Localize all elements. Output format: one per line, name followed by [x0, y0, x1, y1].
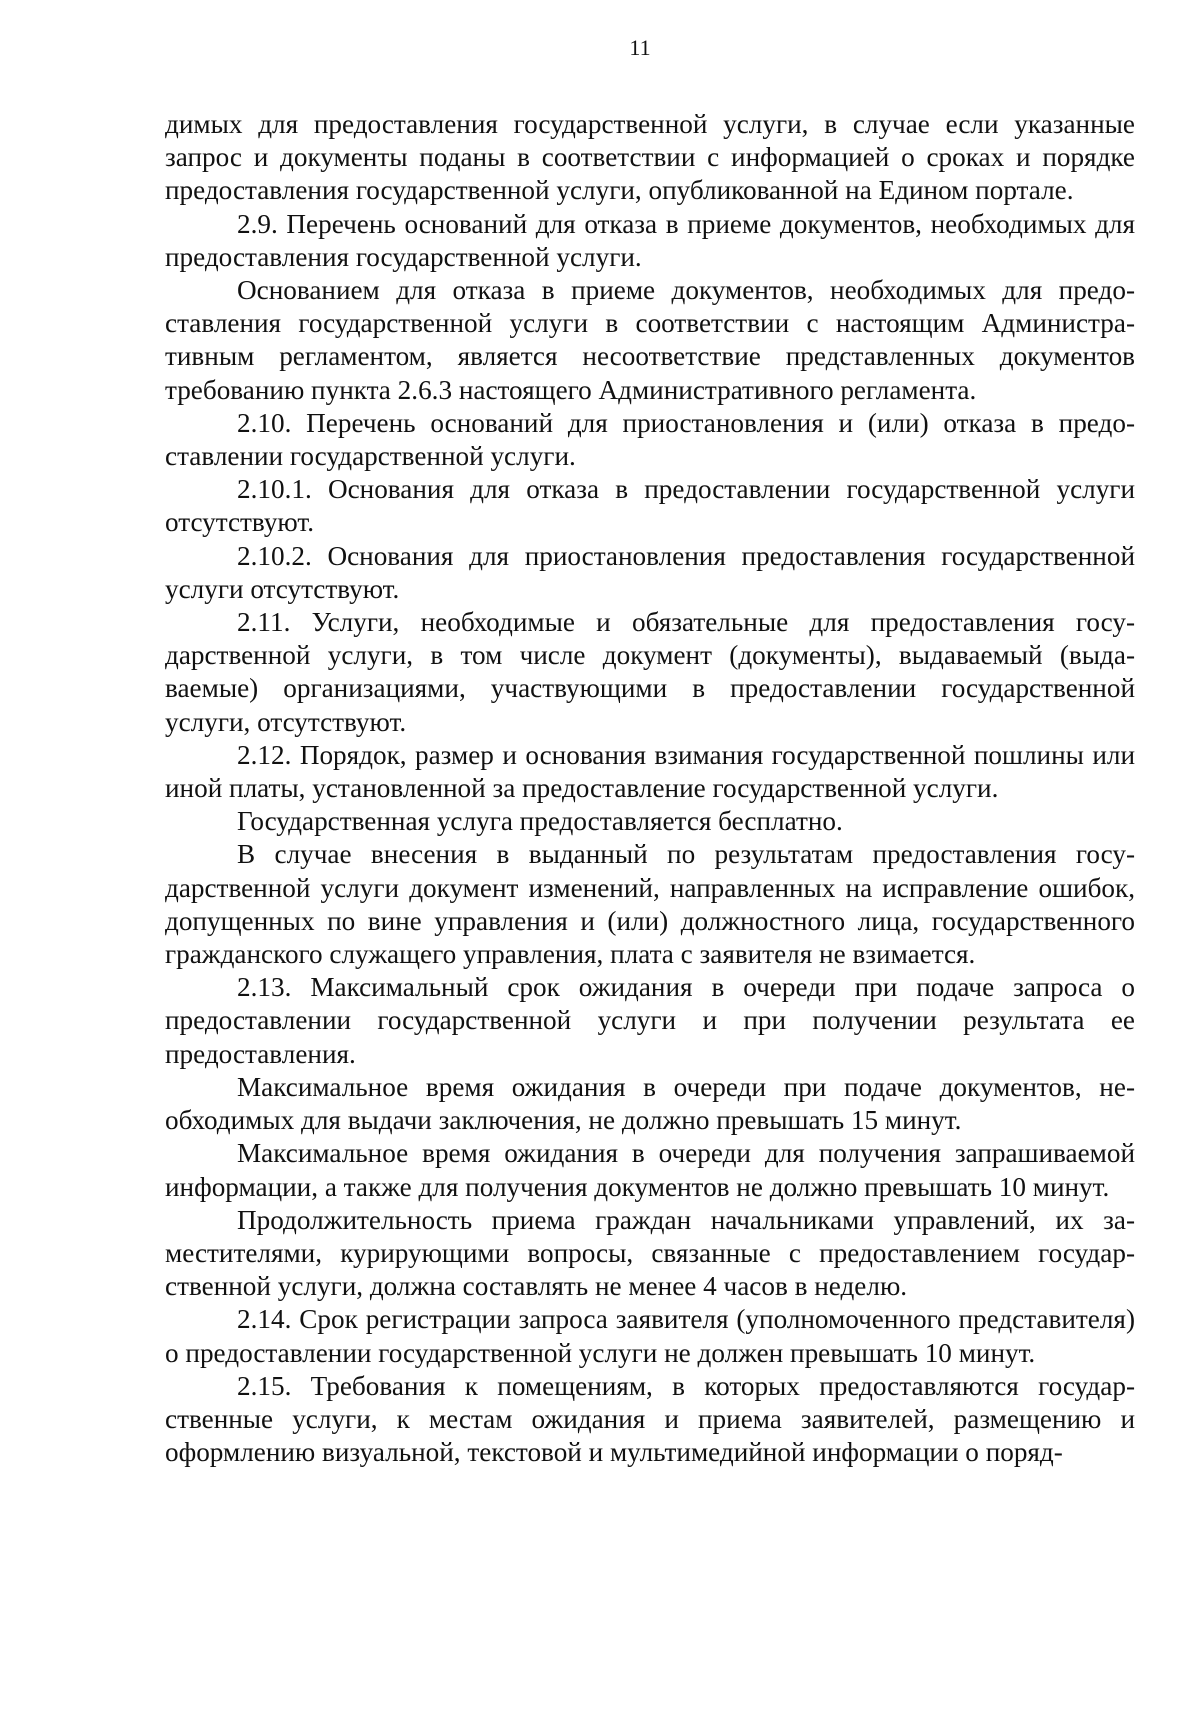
paragraph: Максимальное время ожидания в очереди при подаче документов, необходимых для выдачи заключения, не должно превышать 15 минут. — [165, 1071, 1135, 1136]
paragraph: Государственная услуга предоставляется бесплатно. — [237, 806, 843, 837]
paragraph: 2.9. Перечень оснований для отказа в приеме документов, необходимых для предоставления государственной услуги. — [165, 208, 1135, 272]
paragraph: 2.11. Услуги, необходимые и обязательные для предоставления государственной услуги, в том числе документ (документы), выдаваемый (выдаваемые) организациями, участвующими в предоставлении государственной услуги, отсутствуют. — [165, 607, 1135, 737]
paragraph: 2.13. Максимальный срок ожидания в очереди при подаче запроса о предоставлении государственной услуги и при получении результата ее предоставления. — [165, 972, 1135, 1069]
paragraph: димых для предоставления государственной услуги, в случае если указанные запрос и документы поданы в соответствии с информацией о сроках и порядке предоставления государственной услуги, опубликованной на Едином портале. — [165, 109, 1135, 206]
paragraph: 2.10.1. Основания для отказа в предоставлении государственной услуги отсутствуют. — [165, 474, 1135, 538]
paragraph: Продолжительность приема граждан начальниками управлений, их заместителями, курирующими вопросы, связанные с предоставлением государственной услуги, должна составлять не менее 4 часов в неделю. — [165, 1204, 1135, 1302]
paragraph: 2.10.2. Основания для приостановления предоставления государственной услуги отсутствуют. — [165, 540, 1135, 604]
paragraph: 2.15. Требования к помещениям, в которых предоставляются государственные услуги, к местам ожидания и приема заявителей, размещению и оформлению визуальной, текстовой и мультимедийной информации о поряд- — [165, 1370, 1135, 1468]
paragraph: В случае внесения в выданный по результатам предоставления государственной услуги документ изменений, направленных на исправление ошибок, допущенных по вине управления и (или) должностного лица, государственного гражданского служащего управления, плата с заявителя не взимается. — [165, 839, 1135, 970]
paragraph: 2.10. Перечень оснований для приостановления и (или) отказа в предоставлении государственной услуги. — [165, 407, 1135, 472]
paragraph: 2.12. Порядок, размер и основания взимания государственной пошлины или иной платы, установленной за предоставление государственной услуги. — [165, 739, 1135, 804]
document-body — [165, 108, 1135, 1469]
page-number: 11 — [629, 35, 651, 60]
paragraph: Максимальное время ожидания в очереди для получения запрашиваемой информации, а также для получения документов не должно превышать 10 минут. — [165, 1138, 1135, 1202]
paragraph: 2.14. Срок регистрации запроса заявителя (уполномоченного представителя) о предоставлении государственной услуги не должен превышать 10 минут. — [165, 1304, 1135, 1368]
paragraph: Основанием для отказа в приеме документов, необходимых для предоставления государственной услуги в соответствии с настоящим Административным регламентом, является несоответствие представленных документов требованию пункта 2.6.3 настоящего Административного регламента. — [165, 275, 1135, 405]
